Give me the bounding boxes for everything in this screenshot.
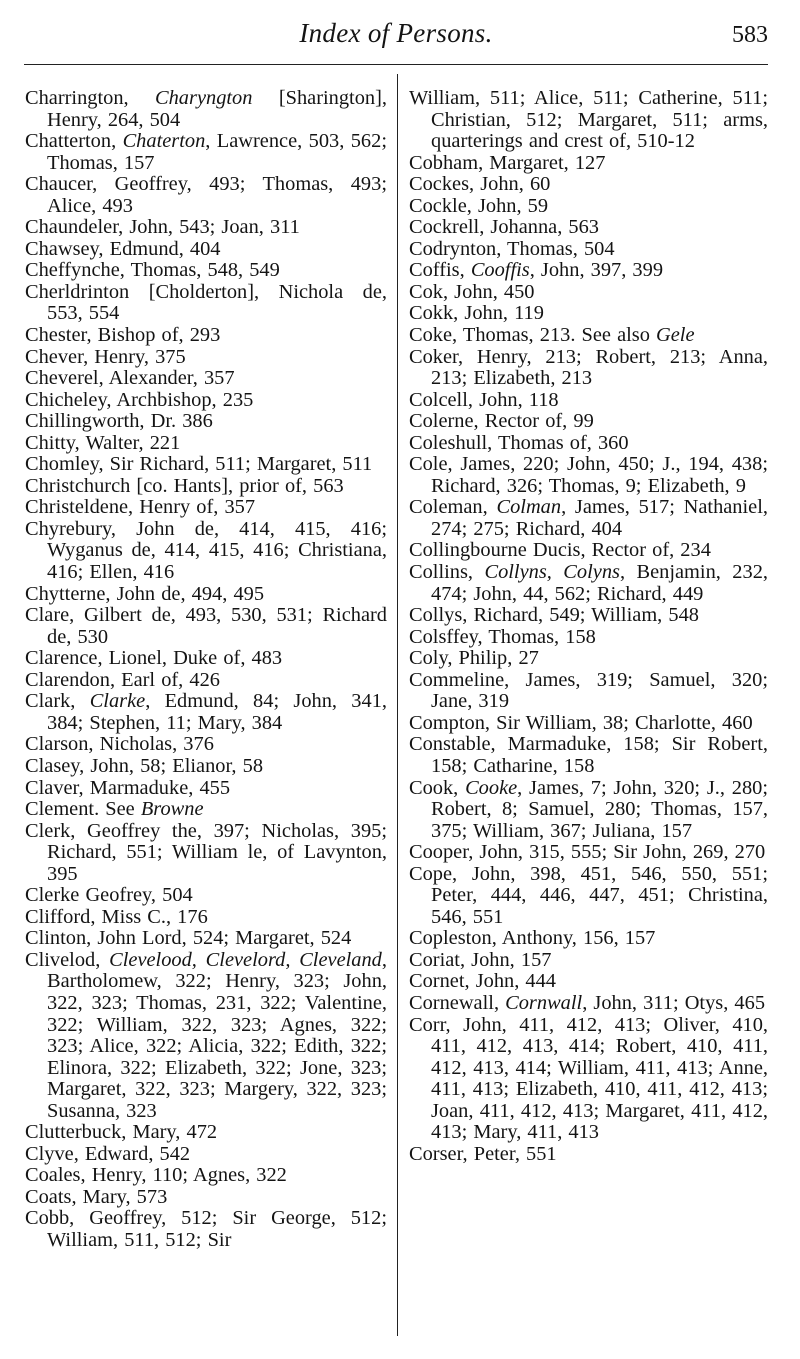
index-entry-variant: Cooffis xyxy=(470,259,530,282)
index-entry-text: , Bartholomew, 322; Henry, 323; John, 322, 323; Thomas, 231, 322; Valentine, 322; William, 322, 323; Agnes, 322; 323; Alice, 322; Alicia, 322; Edith, 322; Elinora, 322; Elizabeth, 322; Jone, 323; Margaret, 322, 323; Margery, 322, 323; Susanna, 323 xyxy=(47,948,387,1122)
index-entry-variant: Charyngton xyxy=(155,87,253,109)
index-entry-text: Coales, Henry, 110; Agnes, 322 xyxy=(25,1164,287,1187)
index-entry-text: Cornewall, xyxy=(409,991,506,1014)
index-entry xyxy=(409,842,768,864)
index-entry-text: Collins, xyxy=(409,561,485,584)
index-entry xyxy=(409,411,768,433)
index-entry-text: Codrynton, Thomas, 504 xyxy=(409,237,615,260)
index-entry-variant: Clarke xyxy=(89,690,146,713)
index-entry-text: Chicheley, Archbishop, 235 xyxy=(25,388,254,411)
index-entry-text: , John, 311; Otys, 465 xyxy=(582,991,766,1014)
index-entry xyxy=(409,217,768,239)
index-entry xyxy=(25,821,387,886)
index-entry-text: Colerne, Rector of, 99 xyxy=(409,410,594,433)
index-entry-text: Colsffey, Thomas, 158 xyxy=(409,625,596,648)
index-entry-text: Cope, John, 398, 451, 546, 550, 551; Peter, 444, 446, 447, 451; Christina, 546, 551 xyxy=(409,862,768,928)
index-entry-text: Chatterton, xyxy=(25,130,123,153)
index-entry-text: Clerke Geofrey, 504 xyxy=(25,884,193,907)
index-entry xyxy=(25,691,387,734)
index-entry xyxy=(409,347,768,390)
index-entry xyxy=(25,928,387,950)
index-entry xyxy=(25,390,387,412)
index-entry-text: , John, 397, 399 xyxy=(529,259,664,282)
index-entry-text: Clark, xyxy=(25,690,90,713)
index-entry-text: Christchurch [co. Hants], prior of, 563 xyxy=(25,474,344,497)
index-entry-text: Cobb, Geoffrey, 512; Sir George, 512; William, 511, 512; Sir xyxy=(25,1207,387,1251)
index-entry-text: Constable, Marmaduke, 158; Sir Robert, 158; Catharine, 158 xyxy=(409,733,768,777)
index-entry-variant: Browne xyxy=(140,798,204,821)
index-entry xyxy=(25,648,387,670)
index-entry xyxy=(409,1015,768,1144)
index-entry-text: Cheverel, Alexander, 357 xyxy=(25,367,235,390)
index-entry-text: Cockle, John, 59 xyxy=(409,194,549,217)
index-entry xyxy=(25,1208,387,1251)
index-entry xyxy=(25,1165,387,1187)
index-entry-text: Clarson, Nicholas, 376 xyxy=(25,733,214,756)
index-entry-text: Coleshull, Thomas of, 360 xyxy=(409,431,629,454)
index-entry-text: Chever, Henry, 375 xyxy=(25,345,186,368)
index-column-right xyxy=(409,88,768,1165)
index-entry-text: Cole, James, 220; John, 450; J., 194, 438; Richard, 326; Thomas, 9; Elizabeth, 9 xyxy=(409,453,768,497)
index-entry-text: Cok, John, 450 xyxy=(409,280,535,303)
index-entry-text: Chitty, Walter, 221 xyxy=(25,431,181,454)
index-entry xyxy=(25,174,387,217)
index-entry-text: Corr, John, 411, 412, 413; Oliver, 410, 411, 412, 413, 414; Robert, 410, 411, 412, 413, 414; William, 411, 413; Anne, 411, 413; Elizabeth, 410, 411, 412, 413; Joan, 411, 412, 413; Margaret, 411, 412, 413; Mary, 411, 413 xyxy=(409,1013,768,1144)
index-entry-text: Coriat, John, 157 xyxy=(409,948,552,971)
index-entry-text: Collys, Richard, 549; William, 548 xyxy=(409,604,699,627)
index-entry xyxy=(409,734,768,777)
index-entry xyxy=(409,325,768,347)
index-entry xyxy=(409,88,768,153)
index-entry-text: Coffis, xyxy=(409,259,471,282)
index-entry xyxy=(25,497,387,519)
index-entry-text: Coke, Thomas, 213. See also xyxy=(409,324,657,347)
index-entry xyxy=(25,1144,387,1166)
index-entry-text: Corser, Peter, 551 xyxy=(409,1142,557,1165)
index-entry xyxy=(25,282,387,325)
index-entry xyxy=(25,605,387,648)
column-divider xyxy=(397,74,398,1336)
index-column-left xyxy=(25,88,387,1252)
index-entry xyxy=(409,454,768,497)
index-entry xyxy=(409,605,768,627)
index-entry-text: Compton, Sir William, 38; Charlotte, 460 xyxy=(409,711,753,734)
index-entry xyxy=(25,670,387,692)
index-entry xyxy=(409,670,768,713)
index-entry-text: Commeline, James, 319; Samuel, 320; Jane, 319 xyxy=(409,668,768,713)
index-entry-text: , Lawrence, 503, 562; Thomas, 157 xyxy=(47,130,387,174)
index-entry-text: William, 511; Alice, 511; Catherine, 511; Christian, 512; Margaret, 511; arms, quarterings and crest of, 510-12 xyxy=(409,87,768,153)
index-entry xyxy=(25,778,387,800)
index-entry xyxy=(409,540,768,562)
index-entry xyxy=(25,756,387,778)
index-entry xyxy=(25,907,387,929)
index-entry-text: , Benjamin, 232, 474; John, 44, 562; Richard, 449 xyxy=(431,561,768,605)
index-entry-text: , James, 517; Nathaniel, 274; 275; Richard, 404 xyxy=(431,496,768,540)
index-entry-text: Clement. See xyxy=(25,798,141,821)
index-entry xyxy=(25,454,387,476)
index-entry xyxy=(409,153,768,175)
index-entry xyxy=(25,433,387,455)
index-entry-text: Cook, xyxy=(409,776,466,799)
index-entry-text: Collingbourne Ducis, Rector of, 234 xyxy=(409,539,711,562)
index-entry-text: , Edmund, 84; John, 341, 384; Stephen, 11; Mary, 384 xyxy=(47,690,387,734)
index-entry xyxy=(409,971,768,993)
index-entry-text: Cheffynche, Thomas, 548, 549 xyxy=(25,259,280,282)
index-entry xyxy=(409,260,768,282)
index-entry-variant: Cooke xyxy=(465,776,518,799)
index-entry-text: Cockrell, Johanna, 563 xyxy=(409,216,600,239)
index-entry-text: Clutterbuck, Mary, 472 xyxy=(25,1121,218,1144)
index-entry xyxy=(409,928,768,950)
index-entry xyxy=(409,433,768,455)
header-rule xyxy=(24,64,768,65)
index-entry xyxy=(409,303,768,325)
index-entry xyxy=(409,778,768,843)
index-entry xyxy=(25,217,387,239)
index-entry-text: Claver, Marmaduke, 455 xyxy=(25,776,231,799)
index-entry xyxy=(25,88,387,131)
index-entry-variant: Gele xyxy=(656,324,695,347)
index-entry-variant: Clevelood, Clevelord, Cleveland xyxy=(109,948,382,971)
index-entry xyxy=(25,347,387,369)
index-entry-variant: Cornwall xyxy=(505,991,583,1014)
index-entry xyxy=(25,368,387,390)
index-entry-text: Clyve, Edward, 542 xyxy=(25,1142,191,1165)
index-entry-text: Chomley, Sir Richard, 511; Margaret, 511 xyxy=(25,453,373,476)
index-entry-variant: Chaterton xyxy=(122,130,206,153)
index-entry xyxy=(25,799,387,821)
index-entry-text: Chillingworth, Dr. 386 xyxy=(25,410,213,433)
index-entry-text: Coly, Philip, 27 xyxy=(409,647,539,670)
page-header xyxy=(24,10,768,56)
index-entry-text: Clifford, Miss C., 176 xyxy=(25,905,208,928)
index-entry-text: Cherldrinton [Cholderton], Nichola de, 553, 554 xyxy=(25,280,387,325)
index-entry xyxy=(409,993,768,1015)
index-entry-text: Clasey, John, 58; Elianor, 58 xyxy=(25,754,264,777)
index-entry-text: Clarence, Lionel, Duke of, 483 xyxy=(25,647,283,670)
index-entry xyxy=(25,519,387,584)
index-entry xyxy=(409,390,768,412)
index-entry xyxy=(25,476,387,498)
index-entry-text: Chester, Bishop of, 293 xyxy=(25,324,221,347)
index-entry-text: Coker, Henry, 213; Robert, 213; Anna, 213; Elizabeth, 213 xyxy=(409,345,768,390)
index-entry-text: Chaundeler, John, 543; Joan, 311 xyxy=(25,216,300,239)
index-entry xyxy=(25,1122,387,1144)
index-entry-text: Chytterne, John de, 494, 495 xyxy=(25,582,265,605)
index-entry xyxy=(25,411,387,433)
index-entry-text: Clare, Gilbert de, 493, 530, 531; Richard de, 530 xyxy=(25,604,387,648)
index-entry-text: Clerk, Geoffrey the, 397; Nicholas, 395; Richard, 551; William le, of Lavynton, 395 xyxy=(25,819,387,885)
index-entry-text: Colcell, John, 118 xyxy=(409,388,559,411)
index-entry-text: Copleston, Anthony, 156, 157 xyxy=(409,927,656,950)
index-entry-text: Clivelod, xyxy=(25,948,110,971)
index-entry xyxy=(409,282,768,304)
index-entry-text: Charrington, xyxy=(25,87,156,109)
index-entry-text: Cokk, John, 119 xyxy=(409,302,544,325)
index-entry xyxy=(409,239,768,261)
page-title: Index of Persons. xyxy=(299,18,493,48)
index-entry-variant: Colman xyxy=(496,496,562,519)
index-entry-text: , James, 7; John, 320; J., 280; Robert, 8; Samuel, 280; Thomas, 157, 375; William, 367; Juliana, 157 xyxy=(431,776,768,842)
index-entry xyxy=(409,950,768,972)
index-entry-text: Cooper, John, 315, 555; Sir John, 269, 270 xyxy=(409,841,766,864)
index-entry xyxy=(409,648,768,670)
index-entry xyxy=(25,734,387,756)
index-entry-text: Christeldene, Henry of, 357 xyxy=(25,496,256,519)
index-entry xyxy=(25,1187,387,1209)
index-entry xyxy=(25,325,387,347)
index-entry-text: Chaucer, Geoffrey, 493; Thomas, 493; Alice, 493 xyxy=(25,173,387,217)
index-entry-text: Chyrebury, John de, 414, 415, 416; Wyganus de, 414, 415, 416; Christiana, 416; Ellen, 416 xyxy=(25,517,387,584)
index-entry-text: Cockes, John, 60 xyxy=(409,173,551,196)
index-entry xyxy=(409,562,768,605)
index-entry-text: Clarendon, Earl of, 426 xyxy=(25,668,220,691)
index-entry-variant: Collyns, Colyns xyxy=(484,561,620,584)
index-entry xyxy=(25,950,387,1122)
index-entry xyxy=(25,260,387,282)
index-entry-text: Coats, Mary, 573 xyxy=(25,1185,168,1208)
index-entry xyxy=(25,584,387,606)
index-entry-text: [Sharington], Henry, 264, 504 xyxy=(47,87,387,131)
index-entry xyxy=(409,713,768,735)
index-entry-text: Clinton, John Lord, 524; Margaret, 524 xyxy=(25,927,352,950)
index-entry xyxy=(409,174,768,196)
index-entry-text: Chawsey, Edmund, 404 xyxy=(25,237,221,260)
index-entry-text: Cornet, John, 444 xyxy=(409,970,556,993)
index-entry xyxy=(409,864,768,929)
index-entry xyxy=(25,885,387,907)
index-entry xyxy=(25,131,387,174)
index-entry-text: Coleman, xyxy=(409,496,497,519)
index-entry xyxy=(409,627,768,649)
index-entry xyxy=(25,239,387,261)
index-entry-text: Cobham, Margaret, 127 xyxy=(409,151,606,174)
page-number: 583 xyxy=(732,22,768,48)
index-entry xyxy=(409,497,768,540)
index-entry xyxy=(409,196,768,218)
index-entry xyxy=(409,1144,768,1166)
